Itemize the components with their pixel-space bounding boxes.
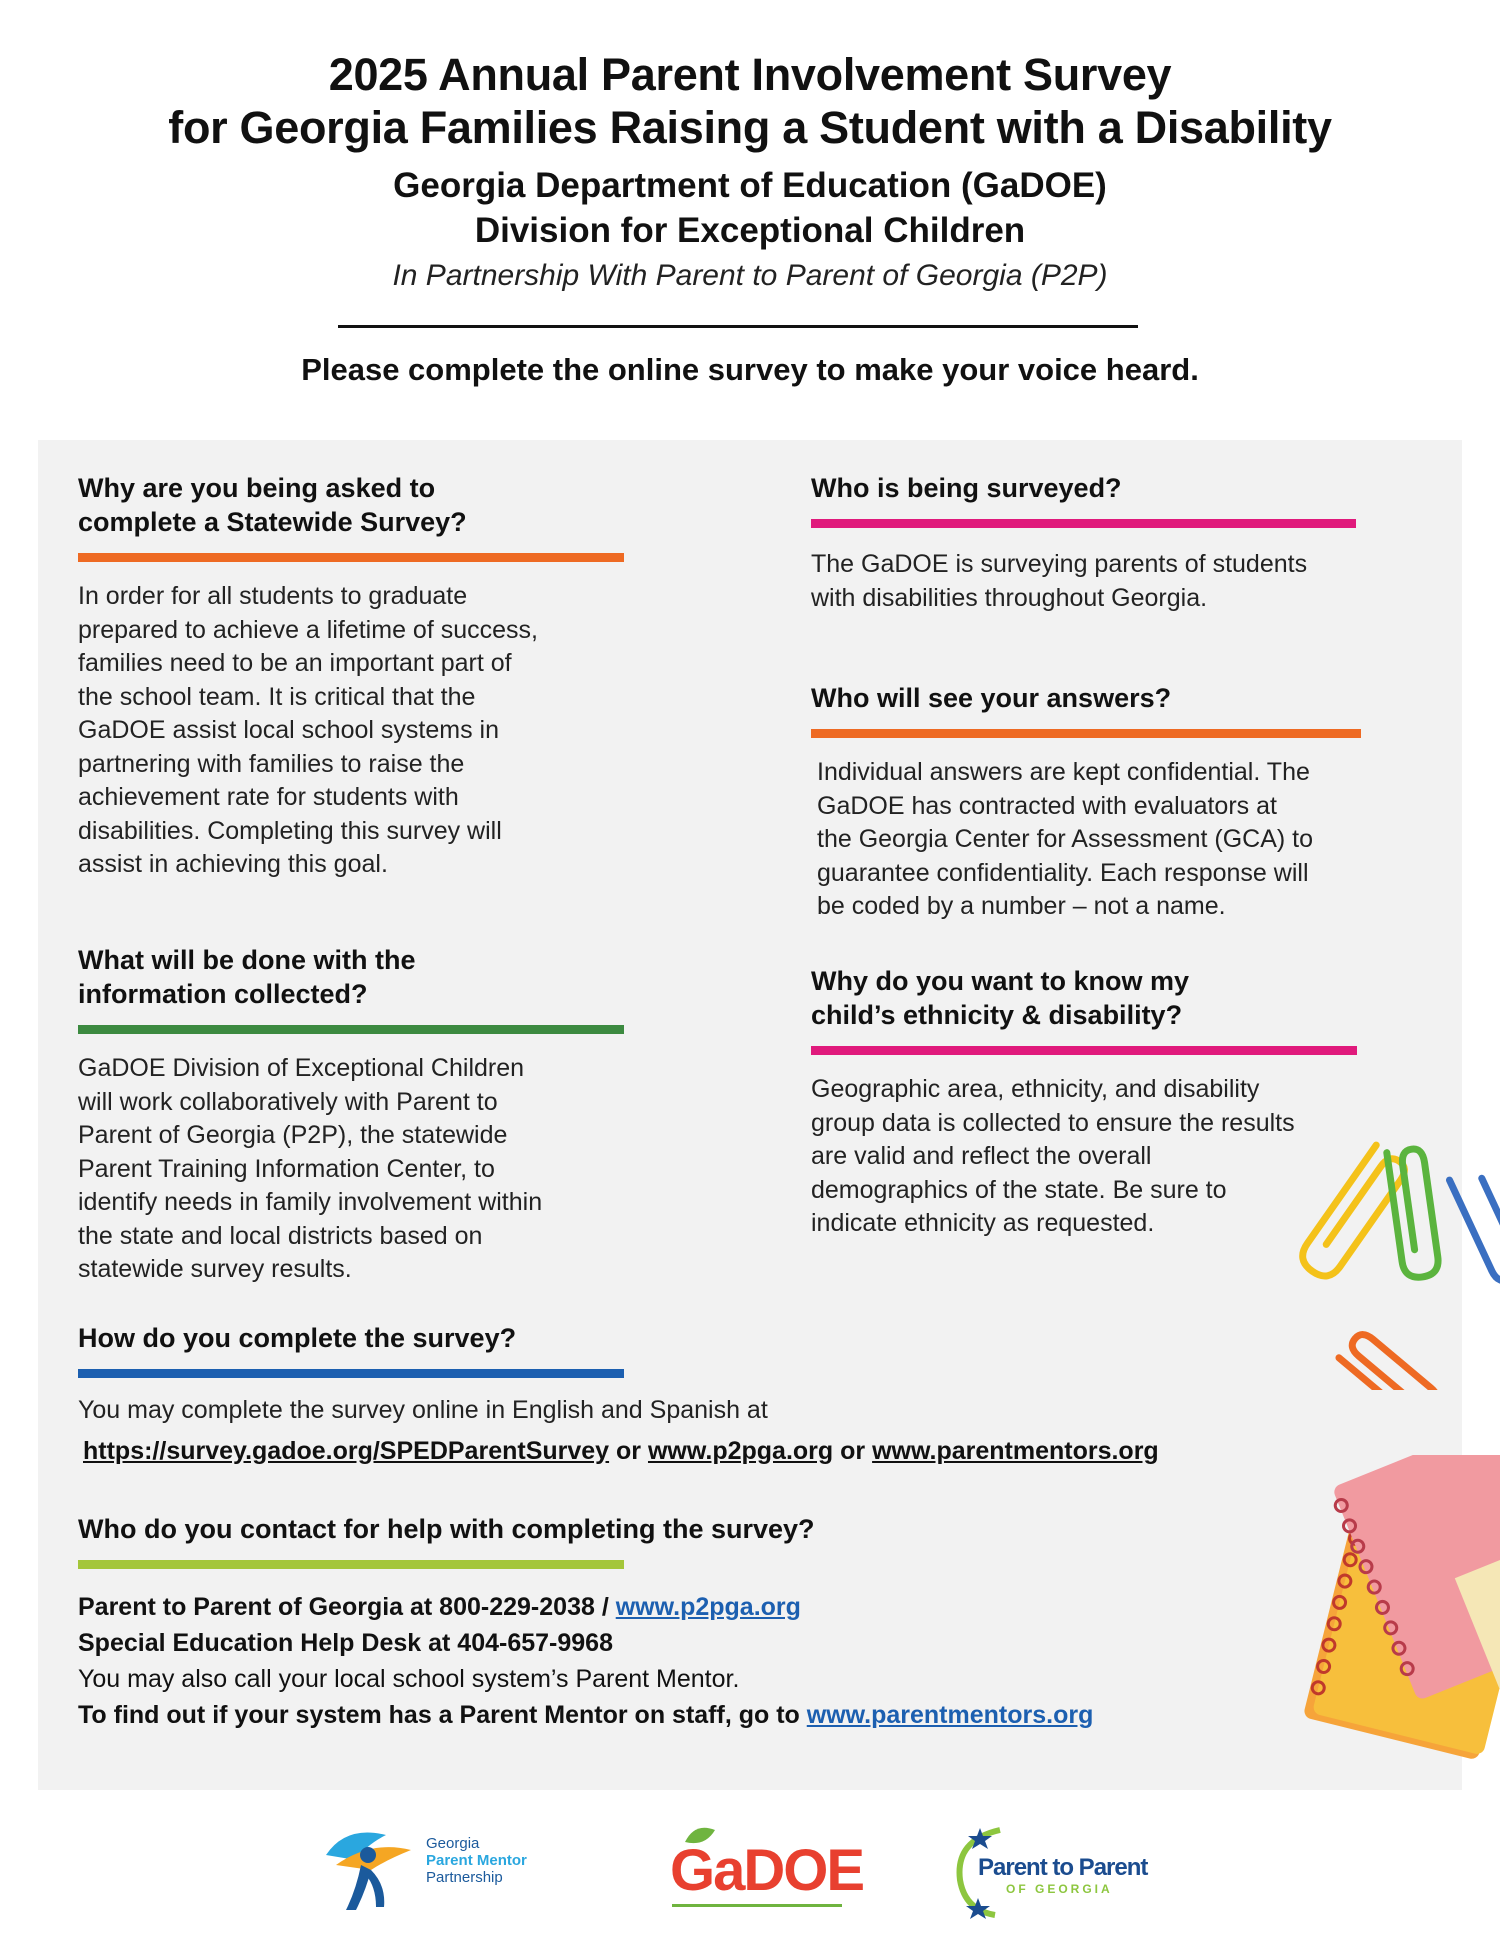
green-divider [78,1025,624,1034]
survey-link[interactable]: https://survey.gadoe.org/SPEDParentSurvey [83,1436,610,1465]
survey-links: https://survey.gadoe.org/SPEDParentSurvey or www.p2pga.org or www.parentmentors.org [83,1436,1159,1465]
section-body: Individual answers are kept confidential. The GaDOE has contracted with evaluators at the Georgia Center for Assessment (GCA) to guarantee confidentiality. Each response will be coded by a number – not a name. [817,758,1314,920]
section-body: The GaDOE is surveying parents of students with disabilities throughout Georgia. [811,550,1308,612]
heading-line: child’s ethnicity & disability? [811,1000,1183,1030]
section-what-done [78,943,638,1287]
gadoe-logo: GaDOE [670,1820,860,1920]
section-who-sees [811,681,1411,924]
page-title-line-2: for Georgia Families Raising a Student with a Disability [168,102,1332,153]
section-heading: How do you complete the survey? [78,1323,517,1353]
heading-line: Why are you being asked to [78,473,436,503]
section-body: In order for all students to graduate prepared to achieve a lifetime of success, families need to be an important part of the school team. It is critical that the GaDOE assist local school systems in partnering with families to raise the achievement rate for students with disabilities. Completing this survey will assist in achieving this goal. [78,582,538,878]
section-who-surveyed [811,471,1411,615]
section-heading [78,943,638,1011]
gadoe-underline [672,1904,842,1907]
helpdesk-contact: Special Education Help Desk at 404-657-9968 [78,1629,613,1657]
local-mentor-note: You may also call your local school system’s Parent Mentor. [78,1665,740,1693]
find-mentor-line: To find out if your system has a Parent Mentor on staff, go to www.parentmentors.org [78,1701,1094,1729]
page-title-line-1: 2025 Annual Parent Involvement Survey [328,49,1172,100]
paperclips-icon [1280,1120,1500,1390]
section-heading: Who will see your answers? [811,683,1172,713]
section-why-asked [78,471,638,882]
section-contact [78,1512,1378,1733]
magenta-divider [811,1046,1357,1055]
section-body: Geographic area, ethnicity, and disability group data is collected to ensure the results are valid and reflect the overall demographics of the state. Be sure to indicate ethnicity as requested. [811,1075,1295,1237]
gpmp-logo: Georgia Parent Mentor Partnership [316,1815,556,1915]
section-heading [78,471,638,539]
division-name: Division for Exceptional Children [474,211,1026,250]
section-heading: Who is being surveyed? [811,473,1122,503]
heading-line: What will be done with the [78,945,416,975]
section-body: You may complete the survey online in English and Spanish at [78,1396,768,1424]
p2p-contact: Parent to Parent of Georgia at 800-229-2038 / www.p2pga.org [78,1593,801,1621]
p2pga-contact-link[interactable]: www.p2pga.org [615,1593,801,1621]
contact-details [78,1589,1378,1733]
magenta-divider [811,519,1356,528]
lime-divider [78,1560,624,1569]
gpmp-logo-icon [316,1815,416,1915]
p2p-logo: Parent to Parent OF GEORGIA [950,1820,1160,1920]
heading-line: complete a Statewide Survey? [78,507,467,537]
parentmentors-link[interactable]: www.parentmentors.org [872,1436,1159,1465]
orange-divider [78,553,624,562]
heading-line: information collected? [78,979,368,1009]
department-name: Georgia Department of Education (GaDOE) [393,166,1107,205]
call-to-action: Please complete the online survey to make your voice heard. [301,352,1199,387]
p2pga-link[interactable]: www.p2pga.org [647,1436,834,1465]
section-heading [811,964,1411,1032]
section-body: GaDOE Division of Exceptional Children will work collaboratively with Parent to Parent of Georgia (P2P), the statewide Parent Training Information Center, to identify needs in family involvement within the state and local districts based on statewide survey results. [78,1054,543,1283]
section-how-complete [78,1321,1378,1468]
notebooks-icon [1270,1455,1500,1775]
blue-divider [78,1369,624,1378]
parentmentors-contact-link[interactable]: www.parentmentors.org [806,1701,1094,1729]
section-heading: Who do you contact for help with completing the survey? [78,1514,815,1544]
header-divider [338,325,1138,328]
partnership-line: In Partnership With Parent to Parent of Georgia (P2P) [392,259,1108,292]
orange-divider [811,729,1361,738]
heading-line: Why do you want to know my [811,966,1189,996]
